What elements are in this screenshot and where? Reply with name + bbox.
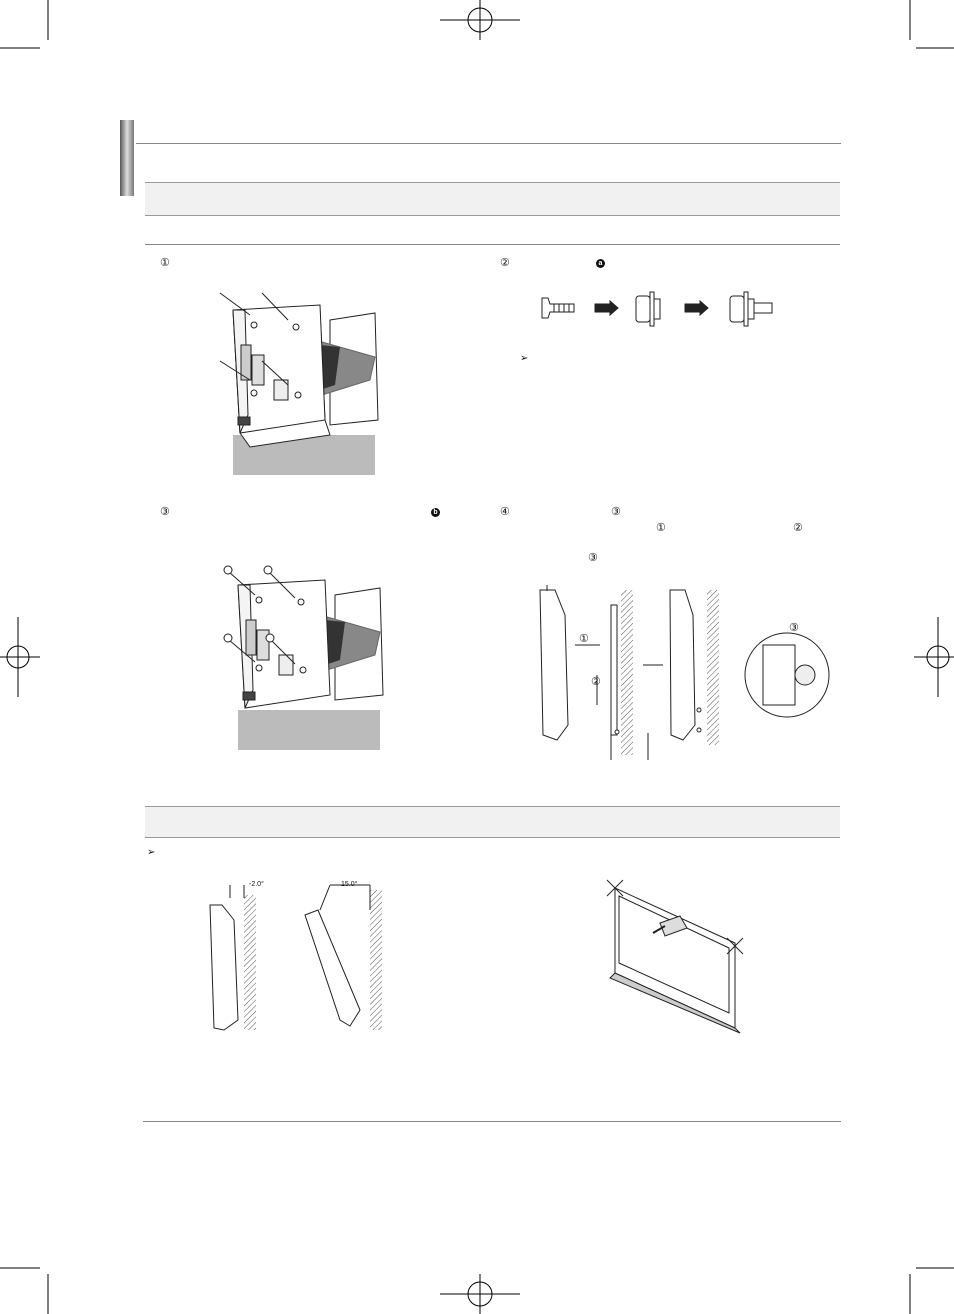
bullet-a: a: [596, 259, 605, 268]
figure-hang-on-wall: [535, 585, 835, 765]
note-arrow-1: ➢: [520, 353, 529, 364]
fig4-label-2: ②: [591, 676, 601, 688]
figure-tv-back-spacers: [215, 560, 415, 760]
figure-do-not-hold-corners: [605, 878, 755, 1038]
footer-rule: [143, 1121, 841, 1122]
bullet-b: b: [431, 508, 440, 517]
step-1-marker: ①: [160, 257, 170, 269]
step-4-ref-2: ②: [793, 522, 803, 534]
step-4-marker: ④: [500, 506, 510, 518]
subsection-rule-1: [145, 244, 840, 245]
fig4-label-3: ③: [789, 622, 799, 634]
figure-tilt-angles: [200, 880, 400, 1040]
header-rule: [136, 143, 841, 144]
step-4-ref-1: ①: [656, 522, 666, 534]
figure-tv-back-screws: [210, 285, 410, 485]
section-band-1: [145, 182, 840, 216]
section-band-2: [145, 806, 840, 838]
step-2-marker: ②: [500, 257, 510, 269]
step-4-ref-3: ③: [611, 506, 621, 518]
angle-upright-label: -2.0°: [249, 881, 264, 888]
header-side-tab: [120, 120, 134, 196]
angle-tilted-label: 15.0°: [341, 881, 358, 888]
step-4-ref-3b: ③: [588, 552, 598, 564]
figure-screw-assembly: [540, 290, 780, 330]
step-3-marker: ③: [160, 506, 170, 518]
note-arrow-2: ➢: [147, 847, 156, 858]
fig4-label-1: ①: [579, 633, 589, 645]
